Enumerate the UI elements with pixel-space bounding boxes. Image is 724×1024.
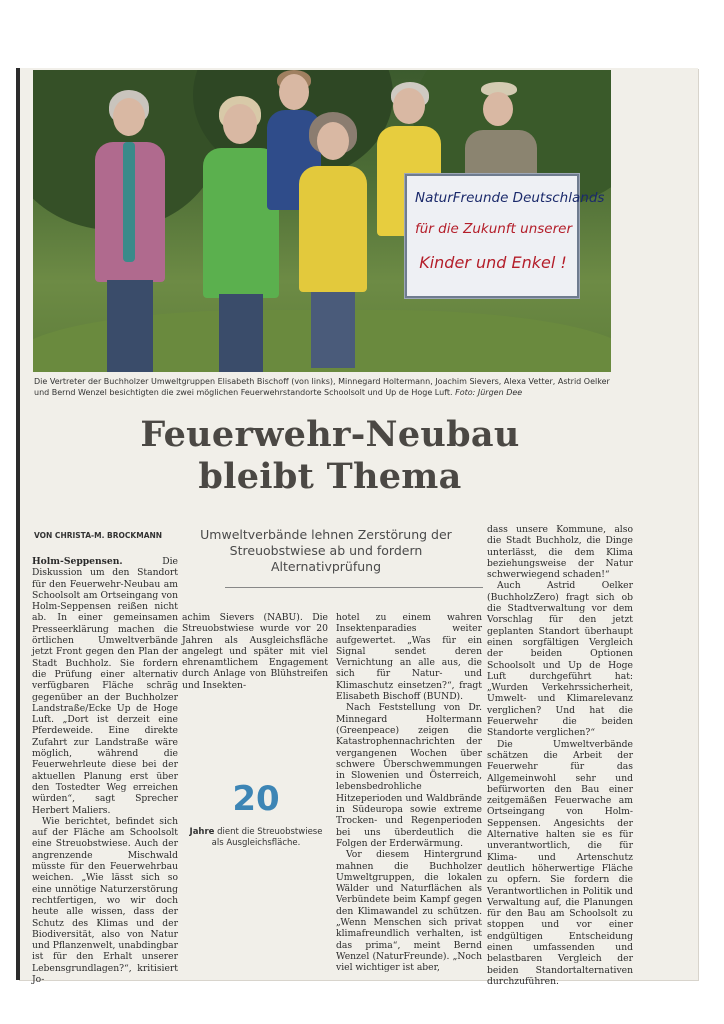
- subhead-divider: [225, 587, 483, 588]
- paragraph: Die Diskussion um den Standort für den Feuerwehr-Neubau am Schoolsolt am Ortseingang von Holm-Seppensen reißen nicht ab. In einer gemeinsamen Presseerklärung machen die örtlichen Umweltverbände jetzt Front gegen den Plan der Stadt Buchholz. Sie fordern die Prüfung einer alternativ verfügbaren Fläche schräg gegenüber an der Buchholzer Landstraße/Ecke Up de Hoge Luft. „Dort ist derzeit eine Pferdeweide. Eine direkte Zufahrt zur Landstraße wäre möglich, während die Feuerwehrleute diese bei der aktuellen Planung erst über den Tostedter Weg erreichen würden“, sagt Sprecher Herbert Maliers.: [32, 556, 178, 816]
- caption-text: Die Vertreter der Buchholzer Umweltgruppen Elisabeth Bischoff (von links), Minnegard Holtermann, Joachim Sievers, Alexa Vetter, Astrid Oelker und Bernd Wenzel besichtigten die zwei möglichen Feuerwehrstandorte Schoolsolt und Up de Hoge Luft.: [34, 377, 610, 397]
- article-column-4: [487, 524, 633, 987]
- article-column-3: [336, 612, 482, 974]
- article-column-2: [182, 612, 328, 691]
- subheadline: Umweltverbände lehnen Zerstörung der Streuobstwiese ab und fordern Alternativprüfung: [200, 527, 452, 574]
- byline: VON CHRISTA-M. BROCKMANN: [34, 531, 163, 540]
- paragraph: Vor diesem Hintergrund mahnen die Buchholzer Umweltgruppen, die lokalen Wälder und Naturflächen als Verbündete beim Kampf gegen den Klimawandel zu schützen. „Wenn Menschen sich privat klimafreundlich verhalten, ist das prima“, meint Bernd Wenzel (NaturFreunde). „Noch viel wichtiger ist aber,: [336, 849, 482, 974]
- group-photo: [33, 70, 611, 372]
- factbox-text: [188, 827, 324, 849]
- paragraph: Wie berichtet, befindet sich auf der Fläche am Schoolsolt eine Streuobstwiese. Auch der angrenzende Mischwald müsste für den Feuerwehrbau weichen. „Wie lässt sich so eine unnötige Naturzerstörung rechtfertigen, wo wir doch heute alle wissen, dass der Schutz des Klimas und der Biodiversität, also von Natur und Pflanzenwelt, unabdingbar ist für den Erhalt unserer Lebensgrundlagen?“, kritisiert Jo-: [32, 815, 178, 985]
- headline-line-2: bleibt Thema: [198, 456, 462, 497]
- factbox-word: Jahre: [189, 827, 215, 837]
- paragraph: hotel zu einem wahren Insektenparadies weiter aufgewertet. „Was für ein Signal sendet deren Vernichtung an alle aus, die sich für Natur- und Klimaschutz einsetzen?“, fragt Elisabeth Bischoff (BUND).: [336, 612, 482, 703]
- photo-credit: Foto: Jürgen Dee: [455, 388, 523, 397]
- scan-edge: [16, 68, 20, 980]
- sign-line-2: für die Zukunft unserer: [415, 221, 572, 237]
- factbox-number: 20: [232, 779, 280, 819]
- paragraph: dass unsere Kommune, also die Stadt Buchholz, die Dinge unterlässt, die dem Klima beziehungsweise der Natur schwerwiegend schaden!“: [487, 524, 633, 581]
- paragraph: Nach Feststellung von Dr. Minnegard Holtermann (Greenpeace) zeigen die Katastrophennachrichten der vergangenen Wochen über schwere Überschwemmungen in Slowenien und Österreich, lebensbedrohliche Hitzeperioden und Waldbrände in Südeuropa sowie extreme Trocken- und Regenperioden bei uns überdeutlich die Folgen der Erderwärmung.: [336, 702, 482, 849]
- headline: [80, 414, 580, 498]
- protest-sign: [405, 174, 605, 298]
- headline-line-1: Feuerwehr-Neubau: [140, 414, 520, 455]
- sign-line-1: NaturFreunde Deutschlands: [415, 190, 605, 206]
- paragraph: Die Umweltverbände schätzen die Arbeit der Feuerwehr für das Allgemeinwohl sehr und befürworten den Bau einer zeitgemäßen Feuerwache am Ortseingang von Holm-Seppensen. Angesichts der Alternative halten sie es für unverantwortlich, die für Klima- und Artenschutz deutlich höherwertige Fläche zu opfern. Sie fordern die Verantwortlichen in Politik und Verwaltung auf, die Planungen für den Bau am Schoolsolt zu stoppen und vor einer endgültigen Entscheidung einen umfassenden und belastbaren Vergleich der beiden Standortalternativen durchzuführen.: [487, 738, 633, 987]
- paragraph: achim Sievers (NABU). Die Streuobstwiese wurde vor 20 Jahren als Ausgleichsfläche angelegt und später mit viel ehrenamtlichem Engagement durch Anlage von Blühstreifen und Insekten-: [182, 612, 328, 691]
- sign-line-3: Kinder und Enkel !: [419, 253, 567, 272]
- article-column-1: [32, 556, 178, 985]
- photo-caption: [34, 376, 624, 398]
- paragraph: Auch Astrid Oelker (BuchholzZero) fragt sich ob die Stadtverwaltung vor dem Vorschlag für den jetzt geplanten Standort überhaupt einen sorgfältigen Vergleich der beiden Optionen Schoolsolt und Up de Hoge Luft durchgeführt hat: „Wurden Verkehrssicherheit, Umwelt- und Klimarelevanz verglichen? Und hat die Feuerwehr die beiden Standorte verglichen?“: [487, 580, 633, 739]
- dateline: Holm-Seppensen.: [32, 556, 123, 567]
- factbox-rest: dient die Streuobstwiese als Ausgleichsfläche.: [211, 827, 323, 848]
